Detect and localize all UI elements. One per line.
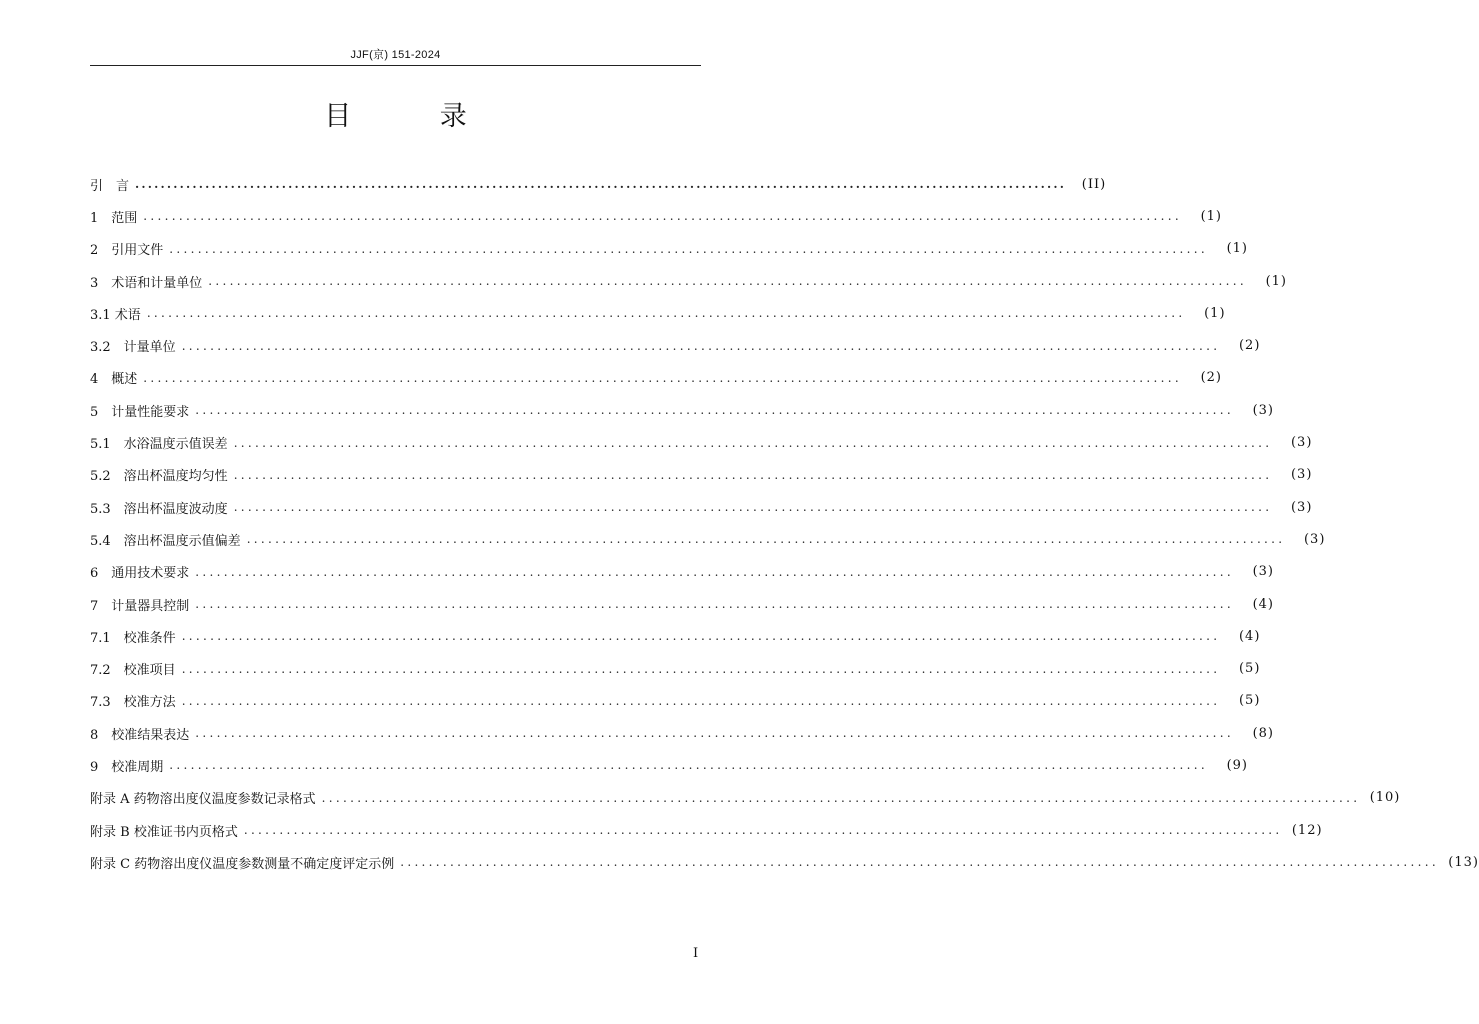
toc-entry[interactable] [90, 814, 1323, 846]
toc-entry[interactable] [90, 459, 1313, 491]
toc-entry[interactable] [90, 426, 1313, 458]
page-number: I [693, 946, 699, 961]
toc-entry-page: (8) [1252, 725, 1274, 741]
toc-entry[interactable] [90, 620, 1261, 652]
toc-leader-dots: .................................................................................................................................................. [181, 693, 1221, 708]
toc-entry[interactable] [90, 200, 1222, 232]
toc-entry-page: (10) [1369, 790, 1401, 806]
toc-entry-label: 5.4 溶出杯温度示值偏差 [90, 533, 241, 549]
toc-entry[interactable] [90, 717, 1274, 749]
toc-entry-label: 3.2 计量单位 [90, 340, 176, 356]
toc-leader-dots: .................................................................................................................................................. [233, 467, 1273, 482]
toc-entry-page: (1) [1200, 208, 1222, 224]
toc-leader-dots: .................................................................................................................................................. [169, 758, 1208, 773]
toc-entry-page: (4) [1252, 596, 1274, 612]
toc-leader-dots: .................................................................................................................................................. [195, 564, 1234, 579]
toc-entry-label: 附录 B 校准证书内页格式 [90, 824, 238, 840]
toc-entry[interactable] [90, 329, 1261, 361]
toc-entry[interactable] [90, 394, 1274, 426]
toc-entry-label: 9 校准周期 [90, 759, 164, 775]
toc-entry[interactable] [90, 556, 1274, 588]
toc-leader-dots: .................................................................................................................................................. [135, 177, 1067, 192]
toc-entry-label: 7.1 校准条件 [90, 630, 176, 646]
toc-leader-dots: .................................................................................................................................................. [208, 274, 1247, 289]
toc-entry-page: (13) [1448, 854, 1479, 870]
toc-entry-label: 6 通用技术要求 [90, 566, 190, 582]
toc-entry-page: (5) [1238, 661, 1261, 677]
toc-leader-dots: .................................................................................................................................................. [195, 726, 1234, 741]
toc-entry-label: 5.1 水浴温度示值误差 [90, 437, 228, 453]
toc-entry-page: (II) [1081, 176, 1107, 192]
toc-leader-dots: .................................................................................................................................................. [143, 370, 1182, 385]
header-rule [90, 65, 701, 66]
toc-leader-dots: .................................................................................................................................................. [169, 241, 1208, 256]
toc-entry-label: 附录 C 药物溶出度仪温度参数测量不确定度评定示例 [90, 856, 395, 872]
toc-entry[interactable] [90, 491, 1313, 523]
toc-entry-page: (1) [1265, 273, 1287, 289]
toc-leader-dots: .................................................................................................................................................. [233, 500, 1273, 515]
toc-entry-page: (3) [1252, 564, 1274, 580]
toc-entry-label: 2 引用文件 [90, 243, 164, 259]
toc-entry[interactable] [90, 297, 1226, 329]
toc-entry-label: 8 校准结果表达 [90, 727, 190, 743]
toc-entry[interactable] [90, 749, 1248, 781]
toc-entry[interactable] [90, 588, 1274, 620]
toc-leader-dots: .................................................................................................................................................. [321, 790, 1361, 805]
toc-entry-page: (3) [1290, 467, 1313, 483]
toc-entry-page: (3) [1290, 435, 1313, 451]
document-code-header: JJF(京) 151-2024 [350, 49, 441, 61]
toc-entry-label: 3.1 术语 [90, 307, 141, 323]
toc-entry-label: 5.3 溶出杯温度波动度 [90, 501, 228, 517]
toc-entry[interactable] [90, 362, 1222, 394]
toc-entry-page: (3) [1290, 499, 1313, 515]
toc-entry[interactable] [90, 233, 1248, 265]
toc-entry-page: (3) [1252, 402, 1274, 418]
toc-entry-label: 5.2 溶出杯温度均匀性 [90, 469, 228, 485]
toc-entry-page: (9) [1226, 757, 1248, 773]
toc-entry-page: (2) [1200, 370, 1222, 386]
toc-leader-dots: .................................................................................................................................................. [181, 629, 1221, 644]
toc-entry-page: (4) [1238, 628, 1261, 644]
page-title: 目 录 [324, 101, 507, 132]
toc-entry-label: 附录 A 药物溶出度仪温度参数记录格式 [90, 792, 316, 808]
toc-entry-page: (1) [1226, 241, 1248, 257]
toc-entry[interactable] [90, 846, 1479, 878]
toc-entry-page: (5) [1238, 693, 1261, 709]
toc-entry-page: (12) [1291, 822, 1323, 838]
toc-entry-page: (2) [1238, 338, 1261, 354]
toc-entry-page: (3) [1303, 531, 1326, 547]
toc-entry-label: 4 概述 [90, 372, 138, 388]
toc-entry-label: 引 言 [90, 178, 130, 194]
toc-entry[interactable] [90, 523, 1326, 555]
toc-entry-label: 1 范围 [90, 210, 138, 226]
toc-leader-dots: .................................................................................................................................................. [143, 209, 1182, 224]
toc-entry-label: 7 计量器具控制 [90, 598, 190, 614]
toc-leader-dots: .................................................................................................................................................. [146, 306, 1186, 321]
toc-leader-dots: .................................................................................................................................................. [195, 597, 1234, 611]
toc-entry-page: (1) [1204, 305, 1226, 321]
toc-leader-dots: .................................................................................................................................................. [400, 855, 1439, 870]
toc-entry-label: 3 术语和计量单位 [90, 275, 203, 291]
toc-entry[interactable] [90, 782, 1401, 814]
toc-leader-dots: .................................................................................................................................................. [246, 532, 1286, 547]
toc-leader-dots: .................................................................................................................................................. [181, 338, 1221, 353]
toc-leader-dots: .................................................................................................................................................. [233, 435, 1273, 450]
toc-entry-label: 7.2 校准项目 [90, 663, 176, 679]
toc-entry[interactable] [90, 265, 1287, 297]
toc-leader-dots: .................................................................................................................................................. [243, 823, 1283, 838]
toc-entry-label: 5 计量性能要求 [90, 404, 190, 420]
table-of-contents [90, 168, 1479, 879]
toc-leader-dots: .................................................................................................................................................. [181, 661, 1221, 676]
toc-entry[interactable] [90, 685, 1261, 717]
toc-entry[interactable] [90, 652, 1261, 684]
toc-entry[interactable] [90, 168, 1107, 200]
toc-leader-dots: .................................................................................................................................................. [195, 403, 1234, 418]
toc-entry-label: 7.3 校准方法 [90, 695, 176, 711]
